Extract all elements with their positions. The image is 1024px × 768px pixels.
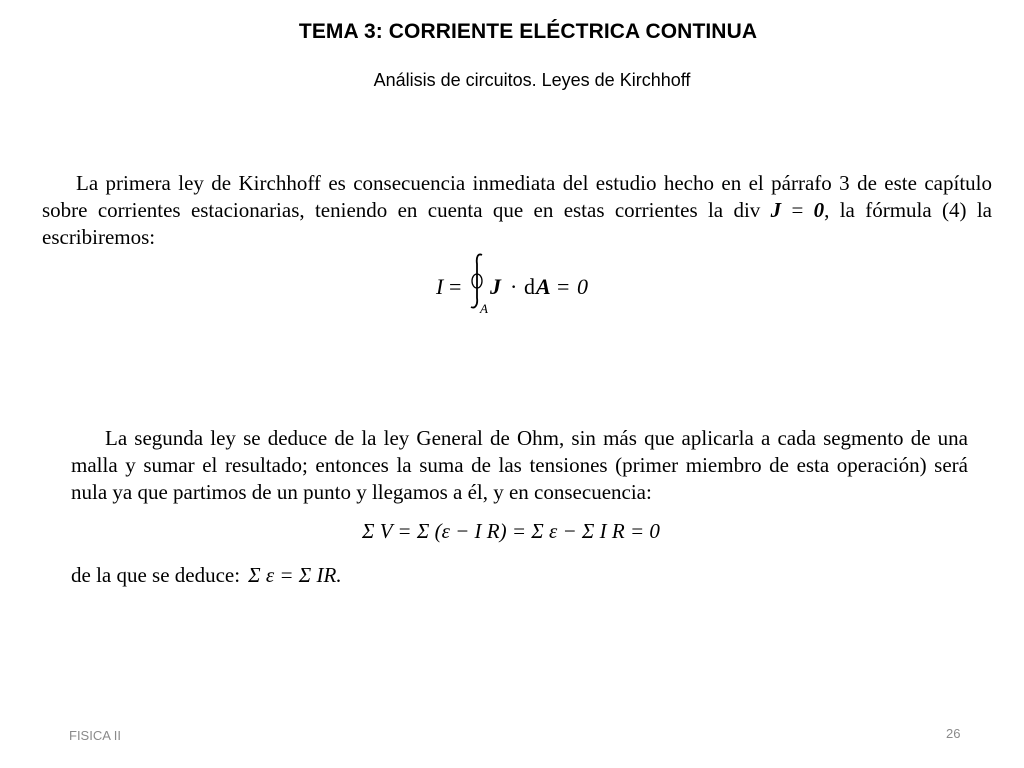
- current-density-vector: J: [490, 274, 501, 299]
- zero-value: 0: [577, 274, 588, 299]
- deduction-equation: Σ ε = Σ IR.: [248, 563, 342, 587]
- paragraph-first-law: [42, 170, 992, 251]
- voltage-sum-equation: Σ V = Σ (ε − I R) = Σ ε − Σ I R = 0: [362, 519, 660, 543]
- zero-value: 0: [813, 198, 825, 222]
- paragraph-second-law: [71, 425, 968, 506]
- current-symbol: I: [436, 274, 444, 299]
- paragraph-first-law-tail: , la fórmula (4) la escribiremos:: [42, 198, 992, 249]
- equals-sign: =: [557, 274, 570, 299]
- dot-operator: ·: [510, 274, 518, 299]
- integral-subscript: A: [480, 301, 488, 316]
- equals-sign: =: [449, 274, 462, 299]
- paragraph-first-law-text: La primera ley de Kirchhoff es consecuencia inmediata del estudio hecho en el párrafo 3 de este capítulo sobre corrientes estacionarias, teniendo en cuenta que en estas corrientes la div: [42, 171, 992, 222]
- slide-page-number: 26: [946, 726, 961, 741]
- current-density-symbol: J: [770, 198, 782, 222]
- deduction-label: de la que se deduce:: [71, 563, 241, 587]
- slide-title: TEMA 3: CORRIENTE ELÉCTRICA CONTINUA: [298, 20, 758, 43]
- area-vector: A: [536, 274, 551, 299]
- paragraph-second-law-text: La segunda ley se deduce de la ley General de Ohm, sin más que aplicarla a cada segmento de una malla y sumar el resultado; entonces la suma de las tensiones (primer miembro de esta operación) será nula ya que partimos de un punto y llegamos a él, y en consecuencia:: [71, 426, 968, 504]
- deduction-line: [71, 563, 342, 588]
- slide-subtitle: Análisis de circuitos. Leyes de Kirchhoff: [373, 70, 691, 90]
- footer-course-name: FISICA II: [69, 728, 122, 743]
- equals-sign: =: [781, 198, 814, 222]
- differential-d: d: [524, 274, 535, 299]
